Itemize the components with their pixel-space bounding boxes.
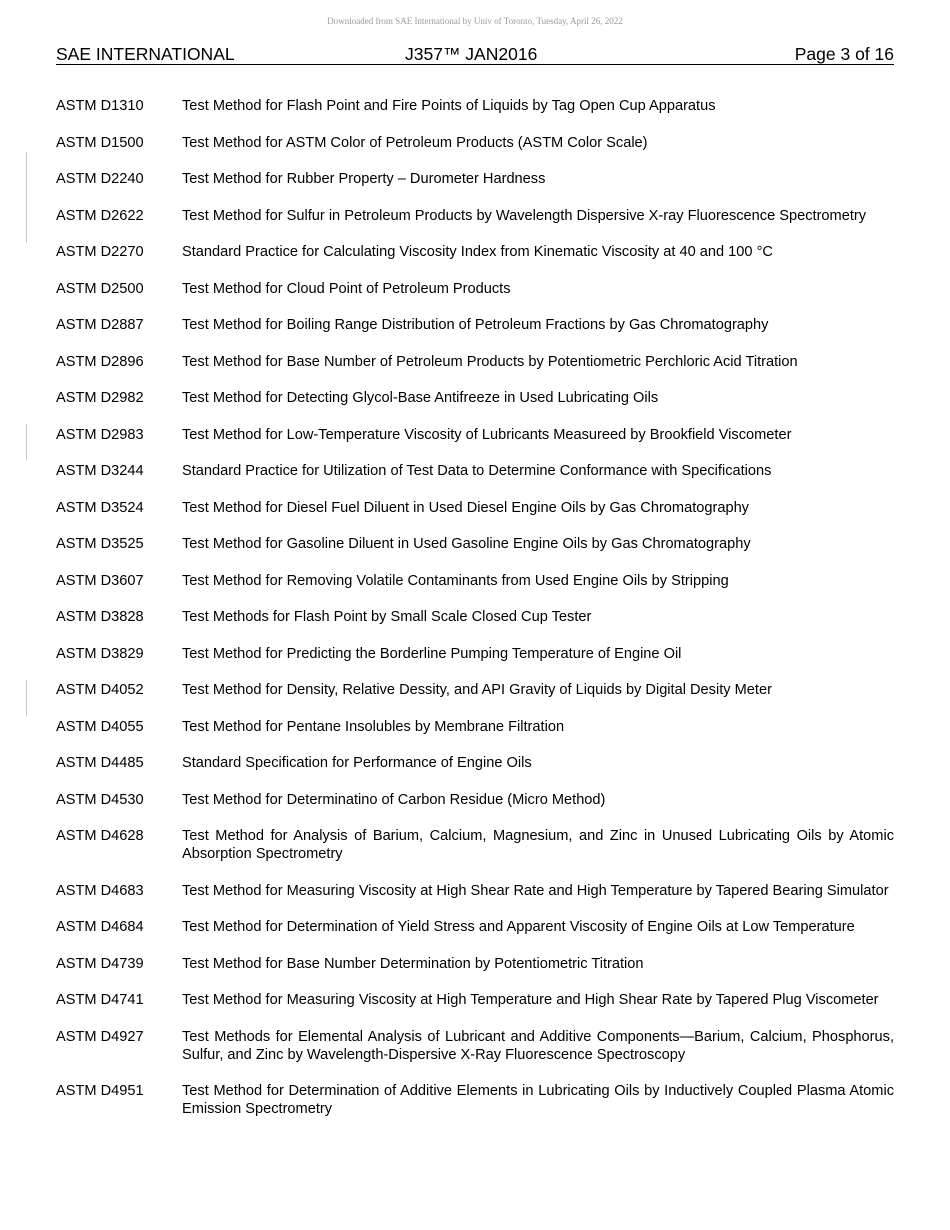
reference-item (56, 499, 894, 517)
reference-list (56, 97, 894, 1137)
reference-code: ASTM D3829 (56, 645, 144, 662)
reference-code: ASTM D2500 (56, 280, 144, 297)
reference-code: ASTM D4684 (56, 919, 144, 935)
reference-item (56, 918, 894, 936)
reference-title: Test Method for Diesel Fuel Diluent in Used Diesel Engine Oils by Gas Chromatography (182, 499, 749, 516)
reference-item (56, 681, 894, 699)
reference-code: ASTM D4683 (56, 882, 144, 899)
reference-code: ASTM D3244 (56, 463, 144, 479)
reference-code: ASTM D2622 (56, 207, 144, 224)
revision-bar (26, 152, 27, 243)
reference-code: ASTM D4055 (56, 718, 144, 735)
reference-code: ASTM D3828 (56, 609, 144, 625)
reference-title: Test Method for Measuring Viscosity at High Temperature and High Shear Rate by Tapered Plug Viscometer (182, 992, 879, 1008)
reference-title: Test Method for Predicting the Borderline Pumping Temperature of Engine Oil (182, 645, 682, 662)
reference-title: Test Method for Base Number of Petroleum Products by Potentiometric Perchloric Acid Titration (182, 353, 798, 370)
reference-item (56, 791, 894, 809)
reference-code: ASTM D4927 (56, 1028, 144, 1045)
reference-item (56, 353, 894, 371)
reference-item (56, 207, 894, 225)
reference-title: Test Method for Determination of Additive Elements in Lubricating Oils by Inductively Coupled Plasma Atomic Emission Spectrometry (182, 1083, 894, 1117)
reference-title: Test Method for Boiling Range Distribution of Petroleum Fractions by Gas Chromatography (182, 317, 769, 333)
revision-bar (26, 680, 27, 716)
reference-item (56, 389, 894, 407)
reference-code: ASTM D4741 (56, 992, 144, 1008)
reference-code: ASTM D4485 (56, 755, 144, 771)
reference-item (56, 608, 894, 626)
reference-item (56, 316, 894, 334)
reference-item (56, 426, 894, 444)
reference-code: ASTM D3525 (56, 536, 144, 552)
reference-item (56, 243, 894, 261)
reference-item (56, 572, 894, 590)
reference-code: ASTM D4951 (56, 1083, 144, 1099)
reference-code: ASTM D1310 (56, 98, 144, 114)
reference-item (56, 827, 894, 863)
reference-code: ASTM D1500 (56, 134, 144, 151)
reference-code: ASTM D2270 (56, 244, 144, 260)
reference-item (56, 280, 894, 298)
reference-item (56, 535, 894, 553)
reference-code: ASTM D3524 (56, 499, 144, 516)
reference-title: Test Method for Gasoline Diluent in Used Gasoline Engine Oils by Gas Chromatography (182, 536, 751, 552)
reference-code: ASTM D2896 (56, 353, 144, 370)
reference-item (56, 718, 894, 736)
reference-item (56, 955, 894, 973)
reference-title: Test Method for Pentane Insolubles by Membrane Filtration (182, 718, 565, 735)
reference-code: ASTM D4052 (56, 682, 144, 698)
reference-item (56, 97, 894, 115)
reference-title: Standard Specification for Performance of Engine Oils (182, 755, 532, 771)
reference-item (56, 645, 894, 663)
reference-title: Standard Practice for Calculating Viscosity Index from Kinematic Viscosity at 40 and 100 °C (182, 244, 773, 260)
reference-title: Standard Practice for Utilization of Test Data to Determine Conformance with Specifications (182, 463, 772, 479)
reference-title: Test Method for Determinatino of Carbon Residue (Micro Method) (182, 791, 606, 808)
reference-title: Test Methods for Elemental Analysis of Lubricant and Additive Components—Barium, Calcium, Phosphorus, Sulfur, and Zinc by Wavelength-Dispersive X-Ray Fluorescence Spectroscopy (182, 1028, 894, 1063)
reference-code: ASTM D4739 (56, 955, 144, 972)
reference-title: Test Method for Low-Temperature Viscosity of Lubricants Measureed by Brookfield Viscometer (182, 426, 792, 443)
reference-item (56, 134, 894, 152)
reference-title: Test Method for Rubber Property – Durometer Hardness (182, 171, 546, 187)
reference-title: Test Method for Determination of Yield Stress and Apparent Viscosity of Engine Oils at Low Temperature (182, 919, 855, 935)
reference-title: Test Method for Sulfur in Petroleum Products by Wavelength Dispersive X-ray Fluorescence Spectrometry (182, 207, 867, 224)
reference-title: Test Method for Density, Relative Dessity, and API Gravity of Liquids by Digital Desity Meter (182, 682, 772, 698)
reference-title: Test Method for Cloud Point of Petroleum Products (182, 280, 511, 297)
reference-code: ASTM D3607 (56, 572, 144, 589)
reference-code: ASTM D2887 (56, 317, 144, 333)
reference-item (56, 170, 894, 188)
reference-title: Test Method for Base Number Determination by Potentiometric Titration (182, 955, 644, 972)
revision-bar (26, 424, 27, 460)
reference-title: Test Method for Analysis of Barium, Calcium, Magnesium, and Zinc in Unused Lubricating Oils by Atomic Absorption Spectrometry (182, 828, 894, 862)
reference-item (56, 991, 894, 1009)
organization-name: SAE INTERNATIONAL (56, 44, 235, 64)
reference-title: Test Method for Measuring Viscosity at High Shear Rate and High Temperature by Tapered Bearing Simulator (182, 882, 889, 899)
reference-title: Test Methods for Flash Point by Small Scale Closed Cup Tester (182, 609, 592, 625)
page-header (56, 44, 894, 65)
document-id: J357™ JAN2016 (405, 44, 538, 64)
reference-title: Test Method for Detecting Glycol-Base Antifreeze in Used Lubricating Oils (182, 390, 659, 406)
reference-code: ASTM D2240 (56, 171, 144, 187)
reference-title: Test Method for Flash Point and Fire Points of Liquids by Tag Open Cup Apparatus (182, 98, 716, 114)
reference-item (56, 1082, 894, 1118)
reference-title: Test Method for ASTM Color of Petroleum Products (ASTM Color Scale) (182, 134, 648, 151)
reference-item (56, 882, 894, 900)
reference-item (56, 462, 894, 480)
reference-item (56, 754, 894, 772)
reference-title: Test Method for Removing Volatile Contaminants from Used Engine Oils by Stripping (182, 572, 729, 589)
download-notice: Downloaded from SAE International by Univ of Toronto, Tuesday, April 26, 2022 (327, 16, 623, 26)
reference-code: ASTM D4628 (56, 828, 144, 844)
reference-code: ASTM D2982 (56, 390, 144, 406)
reference-code: ASTM D2983 (56, 426, 144, 443)
page-number: Page 3 of 16 (794, 44, 894, 64)
reference-item (56, 1028, 894, 1064)
reference-code: ASTM D4530 (56, 791, 144, 808)
